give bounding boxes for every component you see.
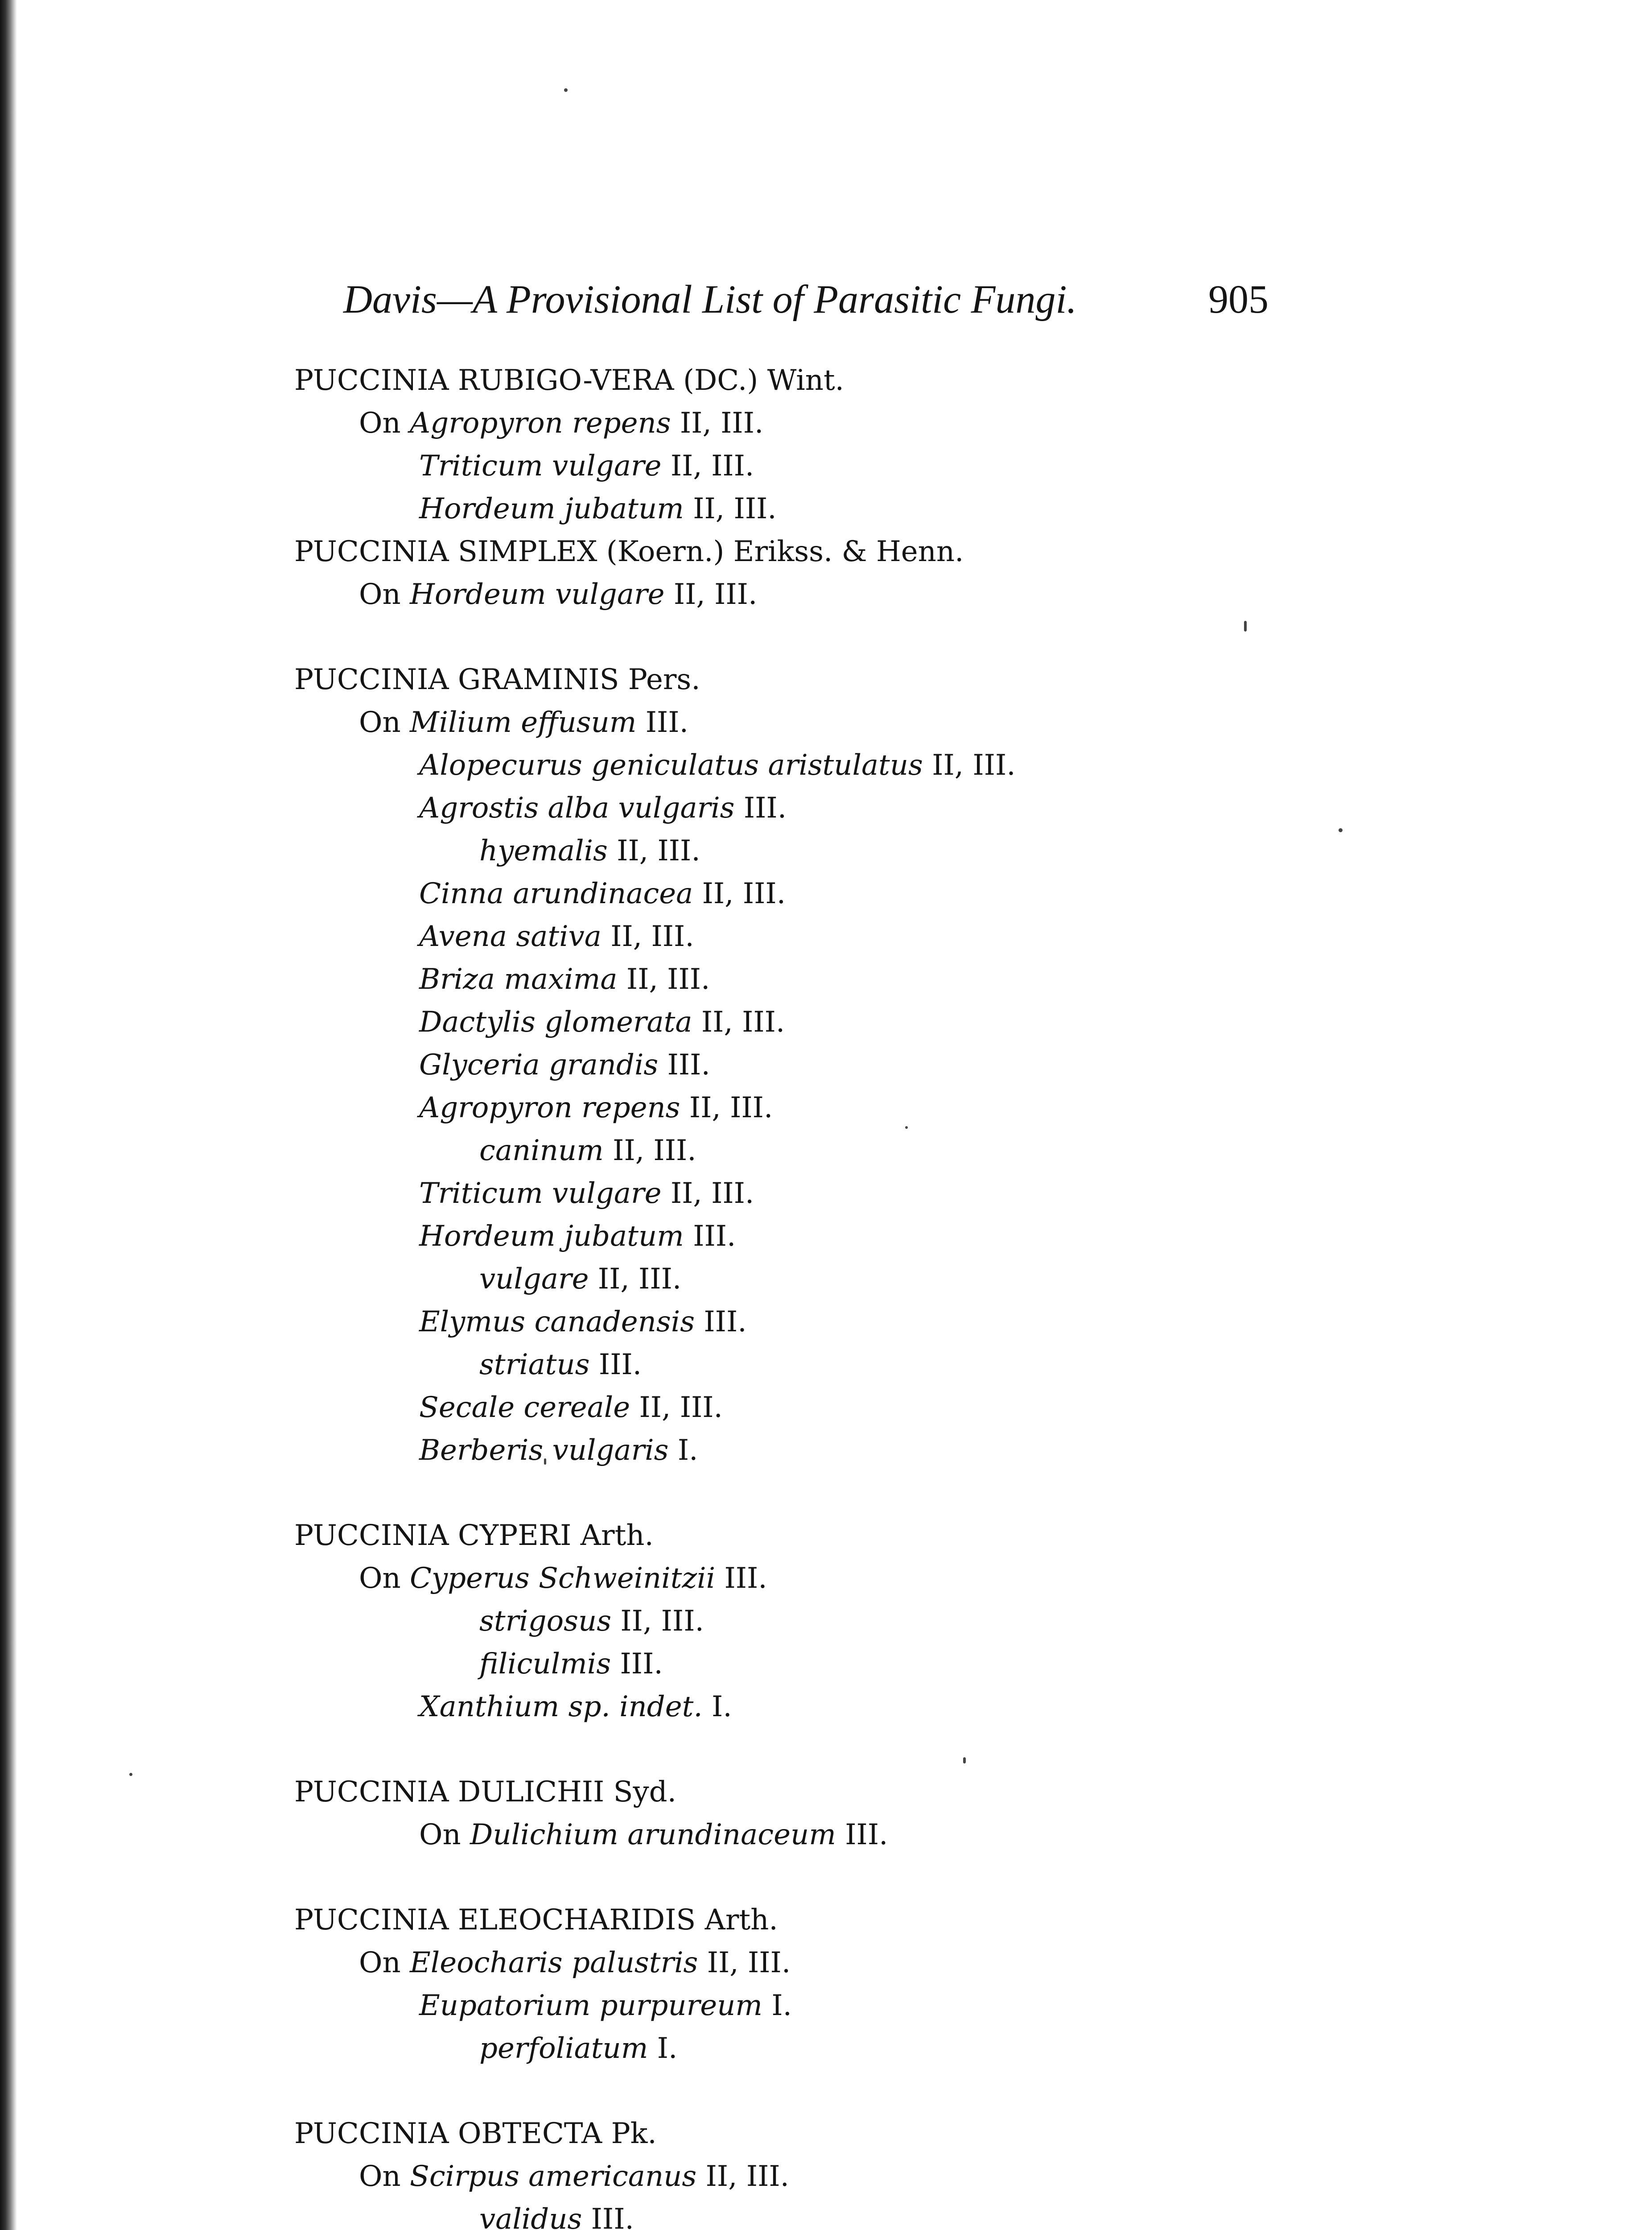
host-name: Glyceria grandis xyxy=(419,1049,659,1082)
running-header-title: Davis—A Provisional List of Parasitic Fungi. xyxy=(343,277,1077,322)
spore-stages: II, III. xyxy=(693,877,786,910)
species-name: PUCCINIA RUBIGO-VERA (DC.) Wint. xyxy=(294,364,844,397)
spore-stages: III. xyxy=(836,1818,888,1851)
host-name: Avena sativa xyxy=(419,920,601,953)
host-entry xyxy=(419,1001,1652,1044)
host-name: Xanthium sp. indet. xyxy=(419,1690,703,1723)
species-entry xyxy=(0,359,1652,530)
host-name: Elymus canadensis xyxy=(419,1305,695,1338)
spore-stages: III. xyxy=(658,1049,710,1082)
host-name: striatus xyxy=(479,1348,590,1381)
host-entry xyxy=(419,1386,1652,1429)
species-name: PUCCINIA ELEOCHARIDIS Arth. xyxy=(294,1904,778,1937)
host-entry xyxy=(419,1984,1652,2027)
scan-speck xyxy=(564,88,568,92)
spore-stages: II, III. xyxy=(671,407,764,440)
spore-stages: III. xyxy=(684,1220,736,1253)
host-entry xyxy=(479,1129,1652,1172)
host-entry xyxy=(419,445,1652,487)
spore-stages: II, III. xyxy=(601,920,694,953)
host-entry xyxy=(419,872,1652,915)
spore-stages: III. xyxy=(636,706,688,739)
host-name: Dulichium arundinaceum xyxy=(470,1818,836,1851)
host-name: Hordeum jubatum xyxy=(419,1220,684,1253)
host-entry xyxy=(419,1215,1652,1258)
host-entry xyxy=(359,402,1652,445)
species-name: PUCCINIA CYPERI Arth. xyxy=(294,1519,654,1552)
host-entry xyxy=(359,701,1652,744)
host-prefix: On xyxy=(359,2160,410,2193)
host-name: Eupatorium purpureum xyxy=(419,1989,762,2022)
species-entry xyxy=(0,1514,1652,1728)
species-list xyxy=(0,359,1652,2230)
host-entry xyxy=(419,1044,1652,1086)
host-entry xyxy=(419,744,1652,787)
spore-stages: II, III. xyxy=(923,749,1016,782)
host-prefix: On xyxy=(359,1562,410,1595)
host-entry xyxy=(419,1172,1652,1215)
host-name: Cinna arundinacea xyxy=(419,877,693,910)
host-name: Milium effusum xyxy=(410,706,637,739)
spore-stages: I. xyxy=(762,1989,792,2022)
spore-stages: II, III. xyxy=(611,1605,704,1638)
host-entry xyxy=(419,1685,1652,1728)
host-name: validus xyxy=(479,2203,582,2230)
species-name: PUCCINIA OBTECTA Pk. xyxy=(294,2117,657,2150)
host-entry xyxy=(419,487,1652,530)
host-entry xyxy=(419,1429,1652,1472)
host-entry xyxy=(479,1258,1652,1301)
spore-stages: II, III. xyxy=(607,834,700,867)
spore-stages: II, III. xyxy=(664,578,758,611)
spore-stages: III. xyxy=(695,1305,747,1338)
host-entry xyxy=(419,958,1652,1001)
host-entry xyxy=(359,2155,1652,2198)
spore-stages: II, III. xyxy=(661,450,754,483)
spore-stages: II, III. xyxy=(698,1946,791,1979)
host-name: hyemalis xyxy=(479,834,608,867)
host-name: Cyperus Schweinitzii xyxy=(410,1562,716,1595)
spore-stages: II, III. xyxy=(696,2160,789,2193)
host-name: Dactylis glomerata xyxy=(419,1006,692,1039)
species-entry xyxy=(0,2112,1652,2230)
host-name: Hordeum jubatum xyxy=(419,492,684,525)
page-number: 905 xyxy=(1208,277,1269,322)
host-name: filiculmis xyxy=(479,1648,611,1681)
host-prefix: On xyxy=(359,578,410,611)
spore-stages: II, III. xyxy=(603,1134,696,1167)
host-name: Scirpus americanus xyxy=(410,2160,697,2193)
host-name: perfoliatum xyxy=(479,2032,648,2065)
spore-stages: III. xyxy=(582,2203,634,2230)
host-name: caninum xyxy=(479,1134,604,1167)
spore-stages: III. xyxy=(715,1562,767,1595)
spore-stages: III. xyxy=(589,1348,642,1381)
host-name: Triticum vulgare xyxy=(419,450,662,483)
host-name: Alopecurus geniculatus aristulatus xyxy=(419,749,923,782)
spore-stages: I. xyxy=(648,2032,678,2065)
host-entry xyxy=(479,1343,1652,1386)
host-prefix: On xyxy=(419,1818,470,1851)
host-entry xyxy=(359,573,1652,616)
host-entry xyxy=(359,1557,1652,1600)
spore-stages: II, III. xyxy=(692,1006,785,1039)
spore-stages: II, III. xyxy=(630,1391,723,1424)
spore-stages: II, III. xyxy=(680,1091,773,1124)
species-name: PUCCINIA DULICHII Syd. xyxy=(294,1776,676,1809)
host-entry xyxy=(479,1643,1652,1685)
host-entry xyxy=(479,1600,1652,1643)
host-name: vulgare xyxy=(479,1263,589,1296)
species-name: PUCCINIA GRAMINIS Pers. xyxy=(294,663,700,696)
spore-stages: I. xyxy=(668,1434,698,1467)
host-prefix: On xyxy=(359,706,410,739)
host-name: Agrostis alba vulgaris xyxy=(419,792,735,825)
species-entry xyxy=(0,530,1652,616)
species-entry xyxy=(0,1771,1652,1856)
host-name: Briza maxima xyxy=(419,963,618,996)
host-name: Berberis vulgaris xyxy=(419,1434,669,1467)
host-entry xyxy=(479,2027,1652,2070)
host-name: Eleocharis palustris xyxy=(410,1946,698,1979)
spore-stages: I. xyxy=(702,1690,732,1723)
host-name: Hordeum vulgare xyxy=(410,578,665,611)
species-entry xyxy=(0,1899,1652,2070)
host-entry xyxy=(479,2198,1652,2230)
host-prefix: On xyxy=(359,407,410,440)
host-prefix: On xyxy=(359,1946,410,1979)
species-entry xyxy=(0,658,1652,1472)
species-name: PUCCINIA SIMPLEX (Koern.) Erikss. & Henn. xyxy=(294,535,964,568)
host-entry xyxy=(419,1086,1652,1129)
host-entry xyxy=(419,915,1652,958)
host-name: Secale cereale xyxy=(419,1391,630,1424)
host-entry xyxy=(419,1301,1652,1343)
host-entry xyxy=(359,1941,1652,1984)
host-entry xyxy=(419,1813,1652,1856)
spore-stages: III. xyxy=(734,792,787,825)
host-name: strigosus xyxy=(479,1605,612,1638)
spore-stages: II, III. xyxy=(661,1177,754,1210)
host-name: Triticum vulgare xyxy=(419,1177,662,1210)
host-entry xyxy=(479,830,1652,872)
host-name: Agropyron repens xyxy=(410,407,671,440)
spore-stages: II, III. xyxy=(617,963,710,996)
host-entry xyxy=(419,787,1652,830)
host-name: Agropyron repens xyxy=(419,1091,680,1124)
spore-stages: II, III. xyxy=(684,492,777,525)
spore-stages: III. xyxy=(611,1648,663,1681)
running-header xyxy=(0,277,1652,326)
spore-stages: II, III. xyxy=(589,1263,682,1296)
